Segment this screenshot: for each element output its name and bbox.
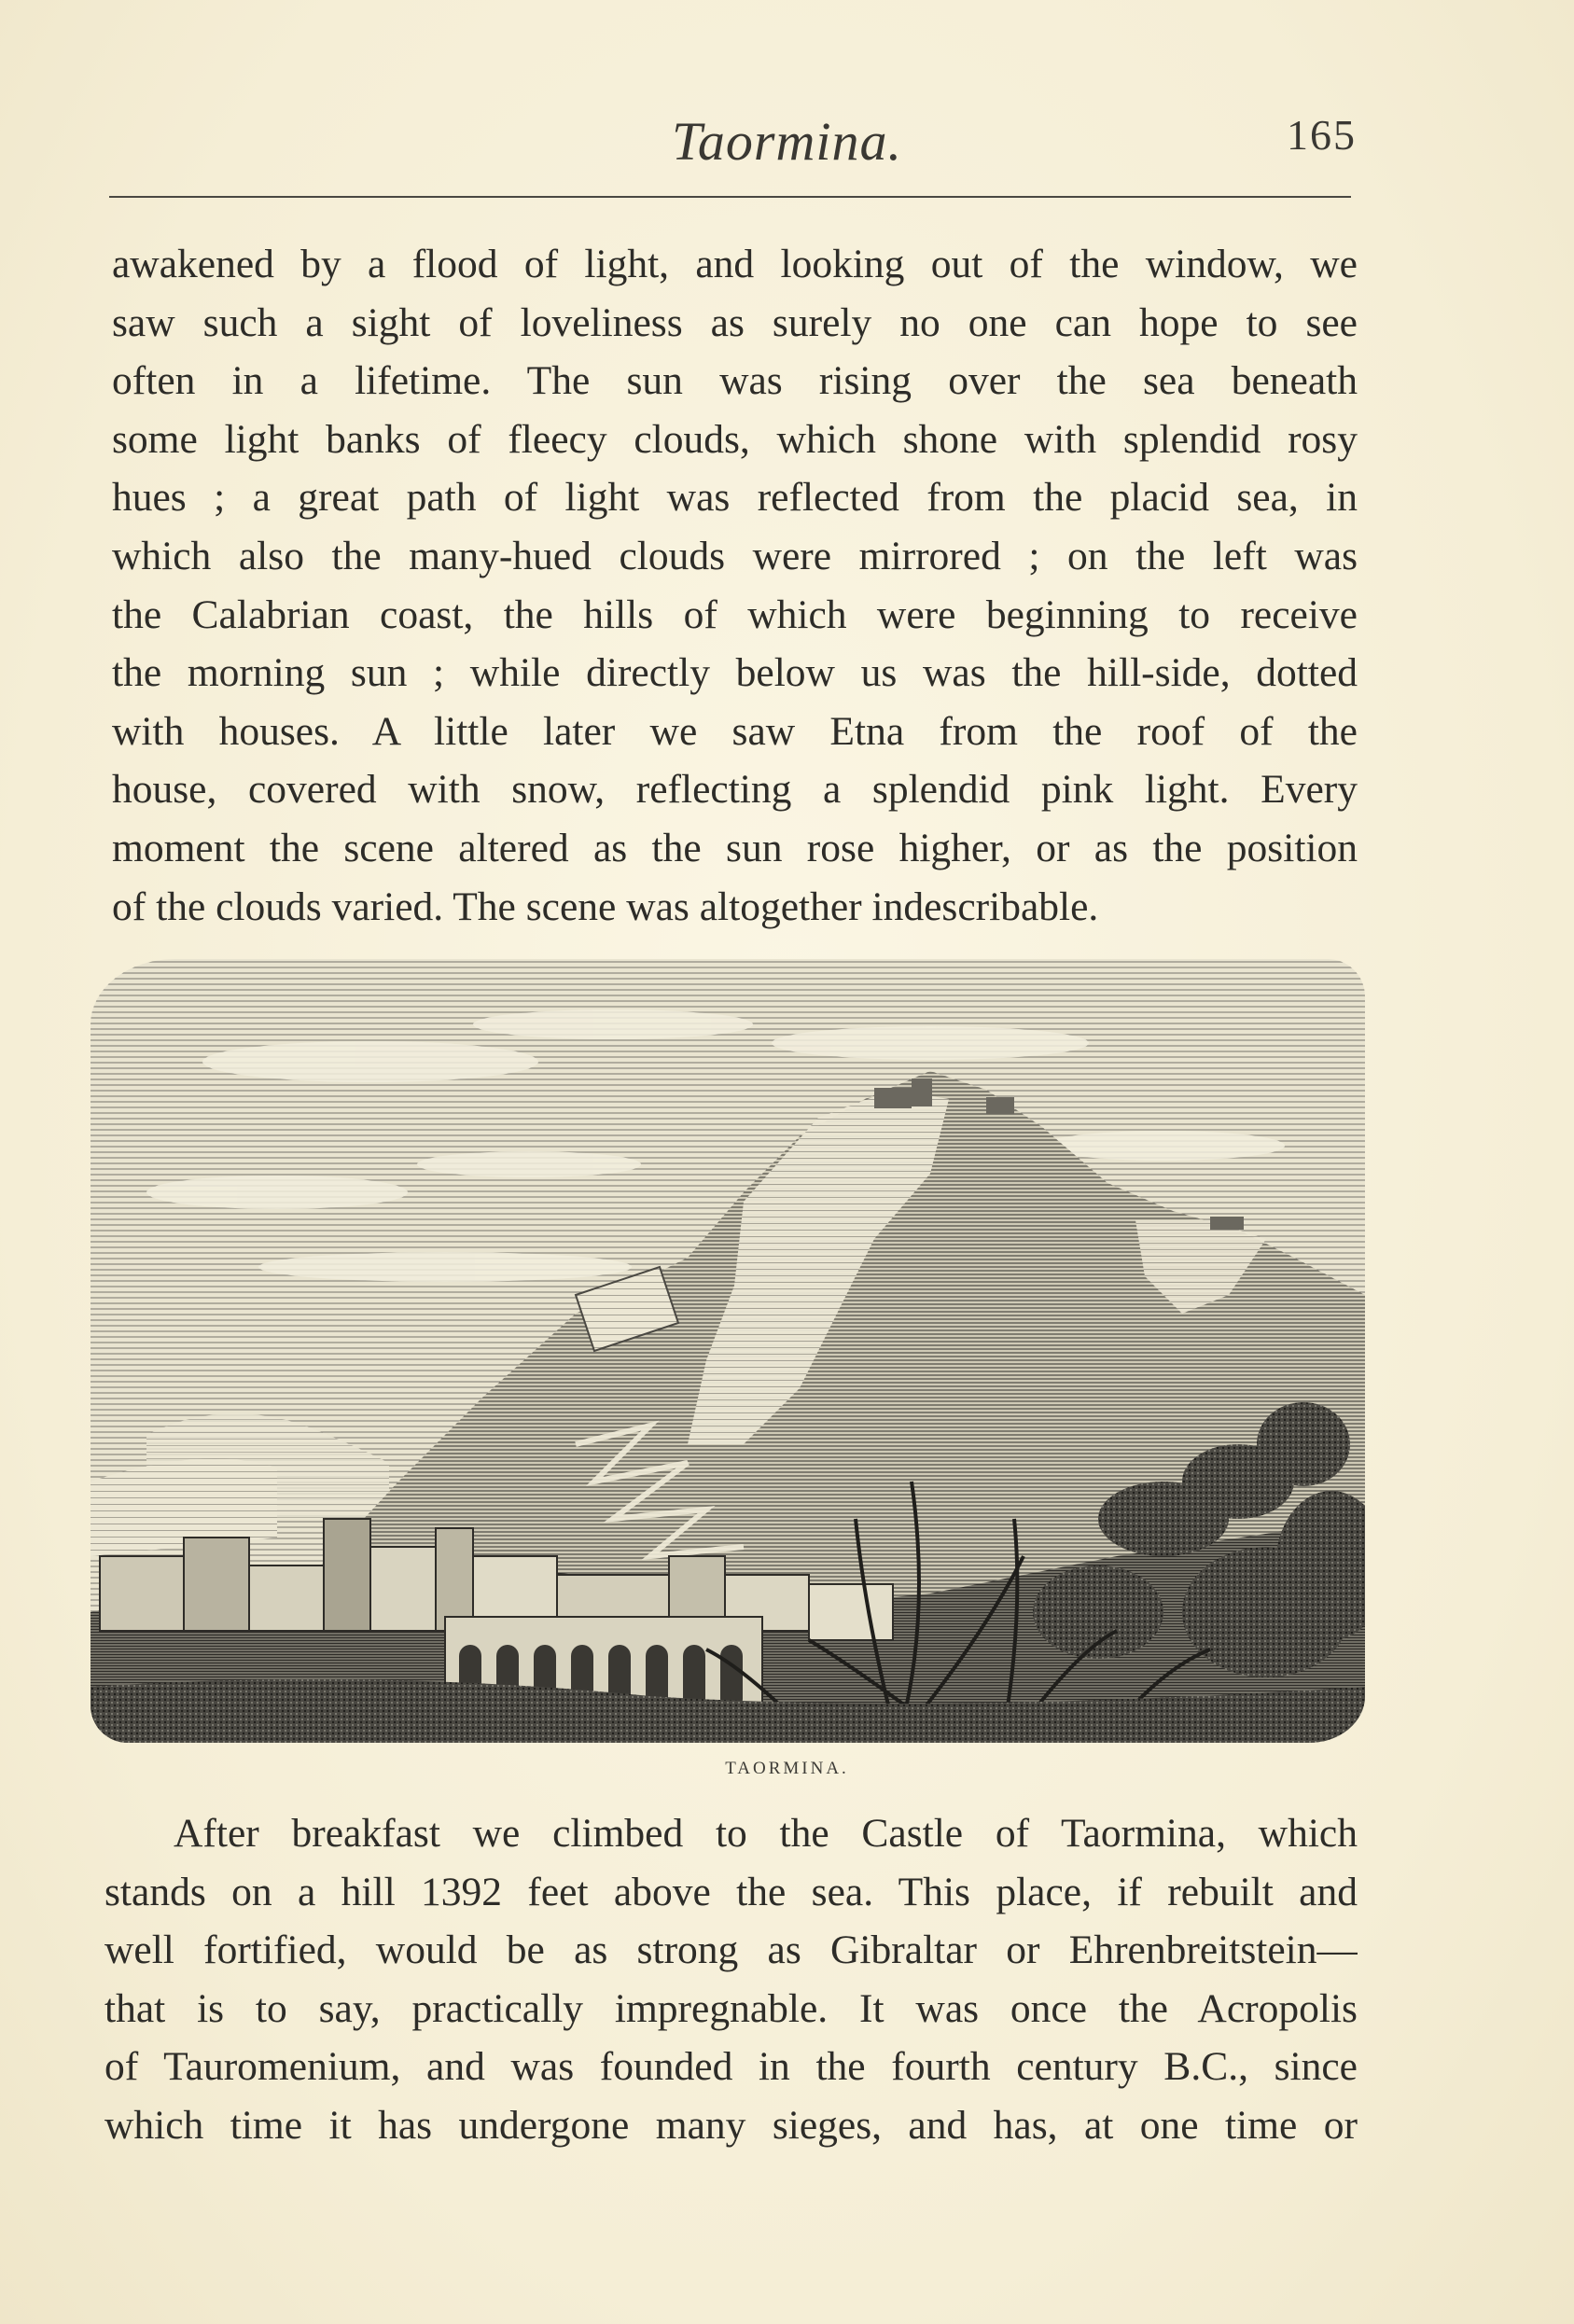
text-line: often in a lifetime. The sun was rising over the sea beneath	[112, 358, 1358, 404]
text-line: that is to say, practically impregnable. It was once the Acropolis	[104, 1985, 1358, 2031]
header-rule	[109, 196, 1351, 198]
running-header-title: Taormina.	[671, 111, 902, 172]
engraving-taormina	[91, 959, 1365, 1743]
text-line: the Calabrian coast, the hills of which were beginning to receive	[112, 591, 1358, 637]
page-number: 165	[1287, 111, 1357, 159]
paragraph-bottom	[104, 1804, 1358, 2155]
text-line: of the clouds varied. The scene was altogether indescribable.	[112, 884, 1099, 929]
text-line: saw such a sight of loveliness as surely no one can hope to see	[112, 299, 1358, 345]
figure-caption: TAORMINA.	[725, 1759, 849, 1778]
text-line: house, covered with snow, reflecting a splendid pink light. Every	[112, 767, 1358, 813]
text-line: with houses. A little later we saw Etna from the roof of the	[112, 708, 1358, 754]
text-line: which time it has undergone many sieges, and has, at one time or	[104, 2102, 1358, 2148]
text-line: some light banks of fleecy clouds, which shone with splendid rosy	[112, 416, 1358, 462]
text-line: which also the many-hued clouds were mirrored ; on the left was	[112, 533, 1358, 578]
text-line: of Tauromenium, and was founded in the fourth century B.C., since	[104, 2044, 1358, 2090]
text-line: awakened by a flood of light, and looking out of the window, we	[112, 242, 1358, 286]
text-line: After breakfast we climbed to the Castle of Taormina, which	[174, 1811, 1358, 1856]
paragraph-top	[112, 235, 1358, 936]
text-line: moment the scene altered as the sun rose higher, or as the position	[112, 825, 1358, 870]
text-line: stands on a hill 1392 feet above the sea. This place, if rebuilt and	[104, 1869, 1358, 1914]
text-line: well fortified, would be as strong as Gibraltar or Ehrenbreitstein—	[104, 1927, 1358, 1973]
text-line: hues ; a great path of light was reflected from the placid sea, in	[112, 475, 1358, 521]
text-line: the morning sun ; while directly below us was the hill-side, dotted	[112, 650, 1358, 696]
